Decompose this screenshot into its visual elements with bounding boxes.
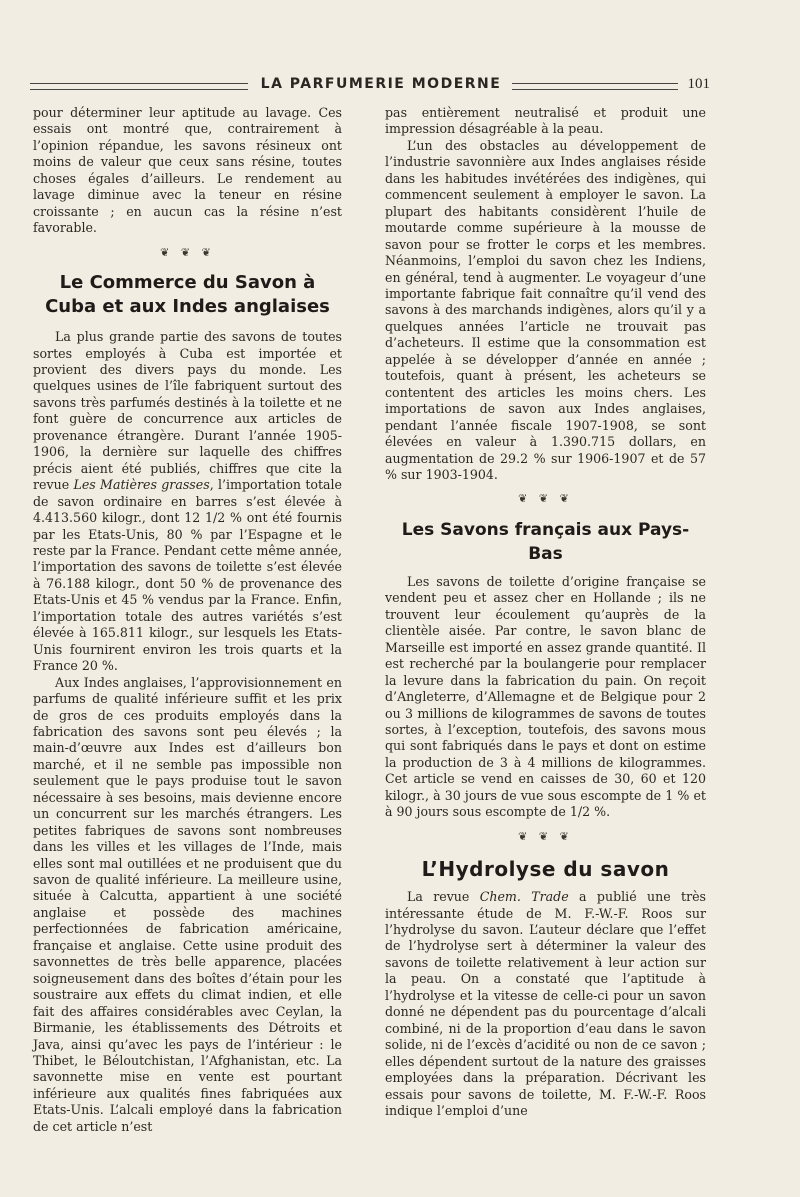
header-rule-left	[30, 83, 248, 90]
journal-title: LA PARFUMERIE MODERNE	[260, 76, 502, 92]
header-rule-right	[512, 83, 678, 90]
right-column	[385, 105, 706, 1119]
page-number: 101	[687, 76, 710, 92]
running-header	[30, 74, 710, 98]
cuba-p1-text-a: La plus grande partie des savons de toutes sortes employés à Cuba est importée et provient des divers pays du monde. Les quelques usines de l’île fabriquent surtout des savons très parfumés destinés à la toilette et ne font guère de concurrence aux articles de provenance étrangère. Durant l’année 1905-1906, la dernière sur laquelle des chiffres précis aient été publiés, chiffres que cite la revue	[33, 329, 342, 493]
hydrolyse-lead: La revue	[407, 889, 480, 905]
cuba-paragraph-2: Aux Indes anglaises, l’approvisionnement en parfums de qualité inférieure suffit et les prix de gros de ces produits employés dans la fabrication des savons sont peu élevés ; la main-d’œuvre aux Indes est d’ailleurs bon marché, et il ne semble pas impossible non seulement que le pays produise tout le savon nécessaire à ses besoins, mais devienne encore un concurrent sur les marchés étrangers. Les petites fabriques de savons sont nombreuses dans les villes et les villages de l’Inde, mais elles sont mal outillées et ne produisent que du savon de qualité inférieure. La meilleure usine, située à Calcutta, appartient à une société anglaise et possède des machines perfectionnées de fabrication américaine, française et anglaise. Cette usine produit des savonnettes de très belle apparence, placées soigneusement dans des boîtes d’étain pour les soustraire aux effets du climat indien, et elle fait des affaires considérables avec Ceylan, la Birmanie, les établissements des Détroits et Java, ainsi qu’avec les pays de l’intérieur : le Thibet, le Béloutchistan, l’Afghanistan, etc. La savonnette mise en vente est pourtant inférieure aux qualités fines fabriquées aux Etats-Unis. L’alcali employé dans la fabrication de cet article n’est	[33, 674, 342, 1134]
hydrolyse-paragraph	[385, 889, 706, 1119]
continuation-paragraph-2: L’un des obstacles au développement de l’industrie savonnière aux Indes anglaises réside dans les habitudes invétérées des indigènes, qui commencent seulement à employer le savon. La plupart des habitants considèrent l’huile de moutarde comme supérieure à la mousse de savon pour se frotter le corps et les membres. Néanmoins, l’emploi du savon chez les Indiens, en général, tend à augmenter. Le voyageur d’une importante fabrique fait connaître qu’il vend des savons à des marchands indigènes, alors qu’il y a quelques années l’article ne trouvait pas d’acheteurs. Il estime que la consommation est appelée à se développer d’année en année ; toutefois, quant à présent, les acheteurs se contentent des articles les moins chers. Les importations de savon aux Indes anglaises, pendant l’année fiscale 1907-1908, se sont élevées en valeur à 1.390.715 dollars, en augmentation de 29.2 % sur 1906-1907 et de 57 % sur 1903-1904.	[385, 137, 706, 482]
journal-name: Chem. Trade	[479, 889, 569, 905]
ornament-divider: ❦ ❦ ❦	[518, 829, 573, 843]
hydrolyse-text: a publié une très intéressante étude de M. F.-W.-F. Roos sur l’hydrolyse du savon. L’auteur déclare que l’effet de l’hydrolyse sert à déterminer la valeur des savons de toilette relativement à leur action sur la peau. On a constaté que l’aptitude à l’hydrolyse et la vitesse de celle-ci pour un savon donné ne dépendent pas du pourcentage d’alcali combiné, ni de la proportion d’eau dans le savon solide, ni de l’excès d’acidité ou non de ce savon ; elles dépendent surtout de la nature des graisses employées dans la préparation. Décrivant les essais pour savons de toilette, M. F.-W.-F. Roos indique l’emploi d’une	[385, 889, 707, 1119]
paysbas-paragraph: Les savons de toilette d’origine française se vendent peu et assez cher en Hollande ; ils ne trouvent leur écoulement qu’auprès de la clientèle aisée. Par contre, le savon blanc de Marseille est importé en assez grande quantité. Il est recherché par la boulangerie pour remplacer la levure dans la fabrication du pain. On reçoit d’Angleterre, d’Allemagne et de Belgique pour 2 ou 3 millions de kilogrammes de savons de toutes sortes, à l’exception, toutefois, des savons mous qui sont fabriqués dans le pays et dont on estime la production de 3 à 4 millions de kilogrammes. Cet article se vend en caisses de 30, 60 et 120 kilogr., à 30 jours de vue sous escompte de 1 % et à 90 jours sous escompte de 1/2 %.	[385, 573, 706, 820]
continuation-paragraph-1: pas entièrement neutralisé et produit une impression désagréable à la peau.	[385, 105, 706, 137]
cuba-p1-text-b: , l’importation totale de savon ordinaire en barres s’est élevée à 4.413.560 kilogr., dont 12 1/2 % ont été fournis par les Etats-Unis, 80 % par l’Espagne et le reste par la France. Pendant cette même année, l’importation des savons de toilette s’est élevée à 76.188 kilogr., dont 50 % de provenance des Etats-Unis et 45 % vendus par la France. Enfin, l’importation totale des autres variétés s’est élevée à 165.811 kilogr., sur lesquels les Etats-Unis fournirent environ les trois quarts et la France 20 %.	[33, 477, 343, 674]
ornament-divider: ❦ ❦ ❦	[518, 492, 573, 506]
section-title-cuba: Le Commerce du Savon à Cuba et aux Indes anglaises	[45, 272, 330, 318]
ornament-divider: ❦ ❦ ❦	[160, 245, 215, 259]
intro-paragraph: pour déterminer leur aptitude au lavage. Ces essais ont montré que, contrairement à l’opinion répandue, les savons résineux ont moins de valeur que ceux sans résine, toutes choses égales d’ailleurs. Le rendement au lavage diminue avec la teneur en résine croissante ; en aucun cas la résine n’est favorable.	[33, 105, 342, 236]
journal-name: Les Matières grasses	[73, 477, 210, 493]
section-title-hydrolyse: L’Hydrolyse du savon	[421, 857, 670, 882]
cuba-paragraph-1	[33, 329, 342, 675]
section-title-paysbas: Les Savons français aux Pays-Bas	[401, 519, 690, 564]
left-column	[33, 105, 342, 1135]
